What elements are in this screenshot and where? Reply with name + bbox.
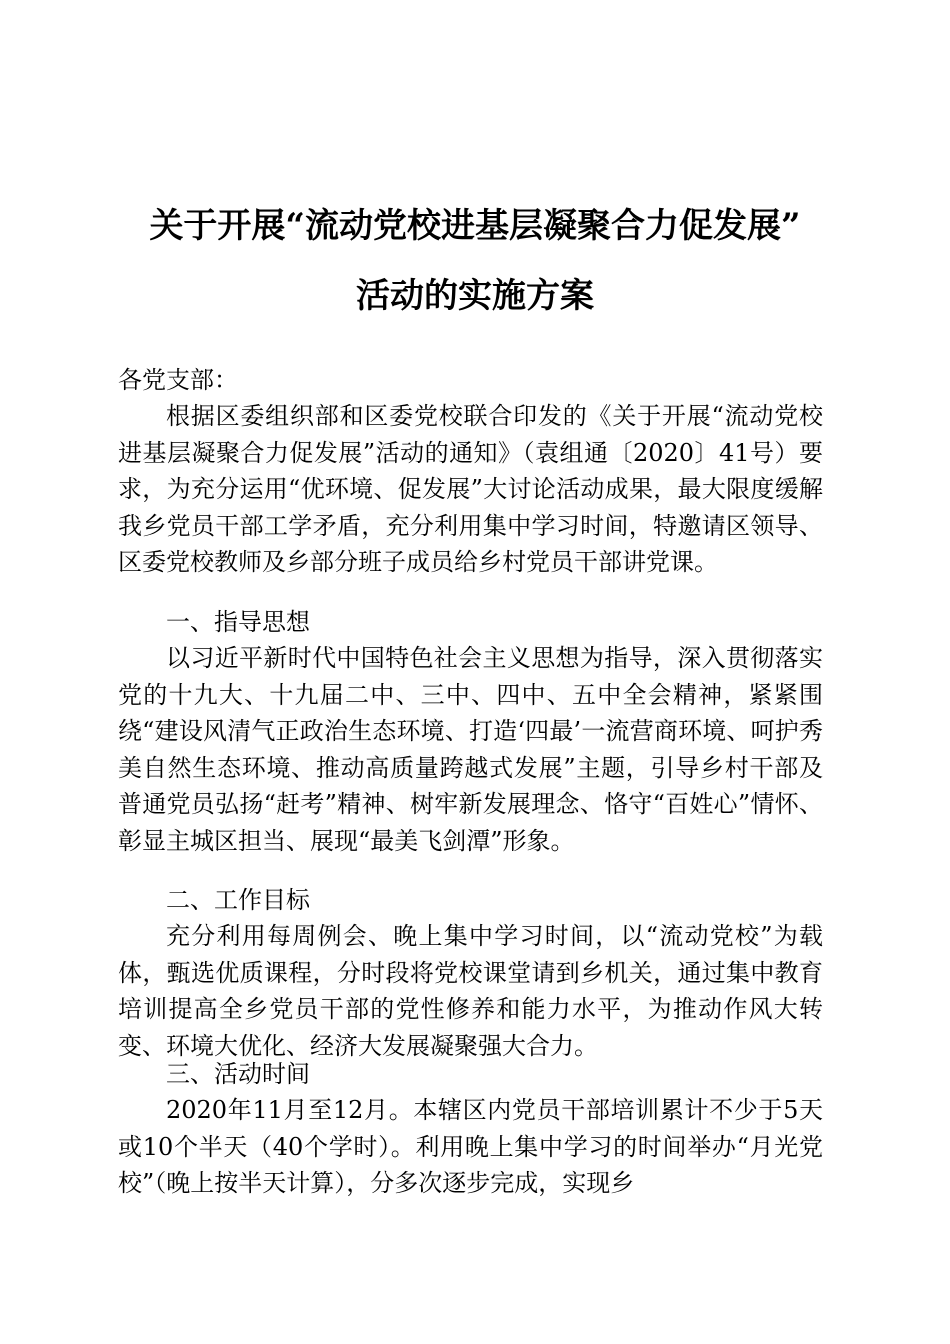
section-paragraph-work-goals: 充分利用每周例会、晚上集中学习时间，以“流动党校”为载体，甄选优质课程，分时段将党校课堂请到乡机关，通过集中教育培训提高全乡党员干部的党性修养和能力水平，为推动作风大转变、环境大优化、经济大发展凝聚强大合力。 — [118, 922, 823, 1060]
section-heading-guiding-ideology: 一、指导思想 — [166, 608, 310, 636]
section-paragraph-guiding-ideology: 以习近平新时代中国特色社会主义思想为指导，深入贯彻落实党的十九大、十九届二中、三中、四中、五中全会精神，紧紧围绕“建设风清气正政治生态环境、打造‘四最’一流营商环境、呵护秀美自然生态环境、推动高质量跨越式发展”主题，引导乡村干部及普通党员弘扬“赶考”精神、树牢新发展理念、恪守“百姓心”情怀、彰显主城区担当、展现“最美飞剑潭”形象。 — [118, 644, 823, 855]
intro-paragraph: 根据区委组织部和区委党校联合印发的《关于开展“流动党校进基层凝聚合力促发展”活动的通知》（袁组通〔2020〕41号）要求，为充分运用“优环境、促发展”大讨论活动成果，最大限度缓解我乡党员干部工学矛盾，充分利用集中学习时间，特邀请区领导、区委党校教师及乡部分班子成员给乡村党员干部讲党课。 — [118, 402, 823, 576]
section-heading-activity-time: 三、活动时间 — [166, 1060, 310, 1088]
section-paragraph-activity-time: 2020年11月至12月。本辖区内党员干部培训累计不少于5天或10个半天（40个学时）。利用晚上集中学习的时间举办“月光党校”（晚上按半天计算），分多次逐步完成，实现乡 — [118, 1096, 823, 1197]
salutation: 各党支部： — [118, 366, 238, 394]
document-title-line-2: 活动的实施方案 — [356, 276, 594, 316]
section-heading-work-goals: 二、工作目标 — [166, 886, 310, 914]
document-title-line-1: 关于开展“流动党校进基层凝聚合力促发展” — [149, 206, 801, 246]
